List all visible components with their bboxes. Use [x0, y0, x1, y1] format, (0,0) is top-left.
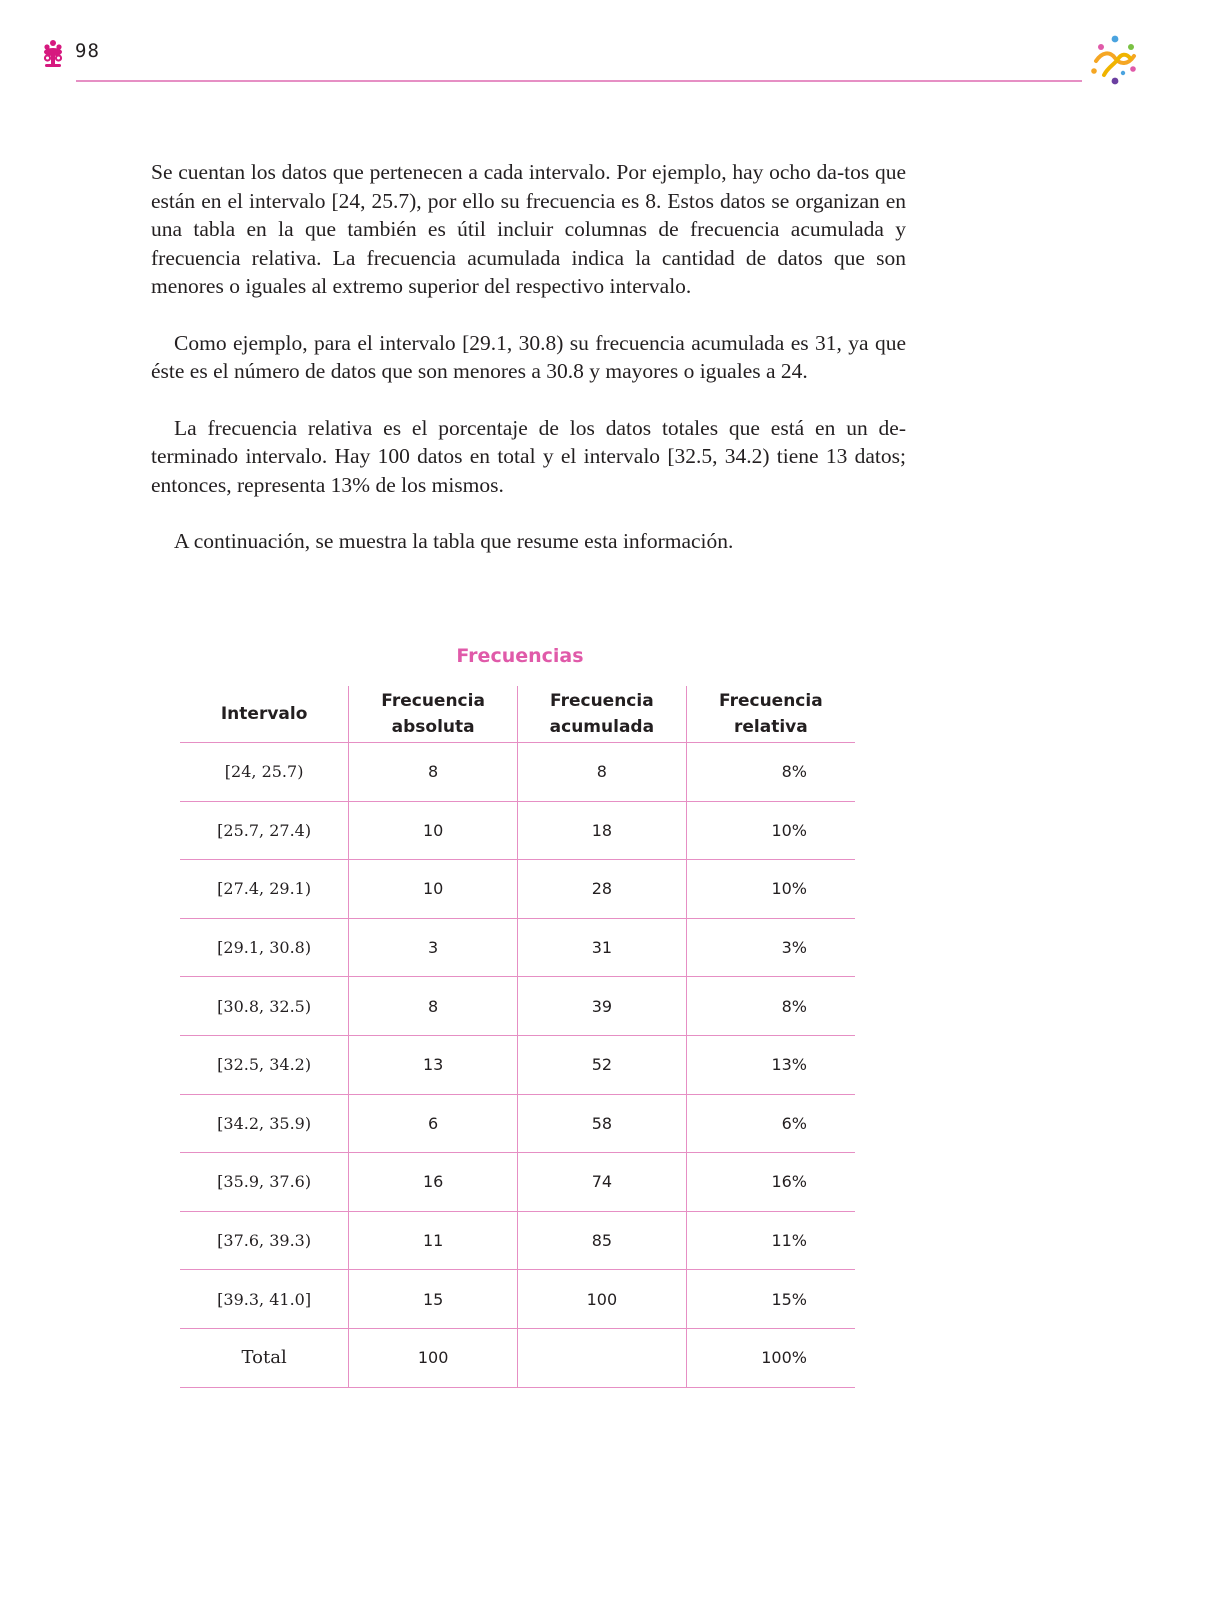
- cell-acumulada: 8: [518, 743, 687, 802]
- cell-acumulada: 31: [518, 918, 687, 977]
- cell-relativa: 8%: [686, 977, 855, 1036]
- paragraph: Se cuentan los datos que pertenecen a cada intervalo. Por ejemplo, hay ocho da-tos que están en el intervalo [24, 25.7), por ello su frecuencia es 8. Estos datos se organizan en una tabla en la que también es útil incluir columnas de frecuencia acumulada y frecuencia relativa. La frecuencia acumulada indica la cantidad de datos que son menores o iguales al extremo superior del respectivo intervalo.: [151, 160, 906, 298]
- cell-intervalo: [35.9, 37.6): [180, 1153, 349, 1212]
- header-frecuencia-absoluta: Frecuencia absoluta: [349, 686, 518, 743]
- cell-acumulada: 28: [518, 860, 687, 919]
- cell-intervalo: [37.6, 39.3): [180, 1211, 349, 1270]
- table-title: Frecuencias: [456, 645, 584, 667]
- cell-intervalo: [39.3, 41.0]: [180, 1270, 349, 1329]
- table-row: [180, 860, 855, 919]
- paragraph: Como ejemplo, para el intervalo [29.1, 30.8) su frecuencia acumulada es 31, ya que éste es el número de datos que son menores a 30.8 y mayores o iguales a 24.: [151, 330, 906, 383]
- cell-relativa: 11%: [686, 1211, 855, 1270]
- table-total-row: [180, 1328, 855, 1387]
- cell-absoluta: 16: [349, 1153, 518, 1212]
- page-number: 98: [75, 40, 100, 62]
- cell-absoluta: 8: [349, 743, 518, 802]
- cell-relativa: 10%: [686, 801, 855, 860]
- cell-absoluta: 15: [349, 1270, 518, 1329]
- page-header: [0, 0, 1214, 100]
- table-row: [180, 918, 855, 977]
- header-intervalo: Intervalo: [180, 686, 349, 743]
- cell-intervalo: [32.5, 34.2): [180, 1035, 349, 1094]
- cell-absoluta: 10: [349, 801, 518, 860]
- cell-acumulada: 52: [518, 1035, 687, 1094]
- cell-relativa: 8%: [686, 743, 855, 802]
- cell-total-relativa: 100%: [686, 1328, 855, 1387]
- header-rule: [76, 80, 1082, 82]
- dotted-figure-logo-icon: [1088, 34, 1140, 86]
- cell-relativa: 6%: [686, 1094, 855, 1153]
- cell-absoluta: 13: [349, 1035, 518, 1094]
- header-frecuencia-relativa: Frecuencia relativa: [686, 686, 855, 743]
- cell-acumulada: 74: [518, 1153, 687, 1212]
- cell-absoluta: 8: [349, 977, 518, 1036]
- cell-acumulada: 85: [518, 1211, 687, 1270]
- cell-total-label: Total: [180, 1328, 349, 1387]
- body-text: [151, 158, 906, 584]
- cell-acumulada: 18: [518, 801, 687, 860]
- cell-acumulada: 58: [518, 1094, 687, 1153]
- cell-intervalo: [27.4, 29.1): [180, 860, 349, 919]
- table-row: [180, 1211, 855, 1270]
- table-row: [180, 1094, 855, 1153]
- table-row: [180, 1153, 855, 1212]
- cell-relativa: 10%: [686, 860, 855, 919]
- cell-absoluta: 6: [349, 1094, 518, 1153]
- cell-relativa: 13%: [686, 1035, 855, 1094]
- cell-absoluta: 11: [349, 1211, 518, 1270]
- table-row: [180, 1035, 855, 1094]
- cell-intervalo: [24, 25.7): [180, 743, 349, 802]
- cell-absoluta: 3: [349, 918, 518, 977]
- frequency-table: [180, 686, 855, 1388]
- table-row: [180, 743, 855, 802]
- header-frecuencia-acumulada: Frecuencia acumulada: [518, 686, 687, 743]
- paragraph: La frecuencia relativa es el porcentaje de los datos totales que está en un de-terminado intervalo. Hay 100 datos en total y el intervalo [32.5, 34.2) tiene 13 datos; entonces, representa 13% de los mismos.: [151, 415, 906, 497]
- paragraph: A continuación, se muestra la tabla que resume esta información.: [174, 529, 734, 553]
- cell-relativa: 16%: [686, 1153, 855, 1212]
- cell-intervalo: [34.2, 35.9): [180, 1094, 349, 1153]
- cell-relativa: 15%: [686, 1270, 855, 1329]
- cell-intervalo: [25.7, 27.4): [180, 801, 349, 860]
- table-header-row: [180, 686, 855, 743]
- cell-total-absoluta: 100: [349, 1328, 518, 1387]
- table-row: [180, 1270, 855, 1329]
- cell-intervalo: [29.1, 30.8): [180, 918, 349, 977]
- cell-acumulada: 39: [518, 977, 687, 1036]
- cell-total-acumulada: [518, 1328, 687, 1387]
- cell-absoluta: 10: [349, 860, 518, 919]
- cell-acumulada: 100: [518, 1270, 687, 1329]
- cell-intervalo: [30.8, 32.5): [180, 977, 349, 1036]
- table-row: [180, 977, 855, 1036]
- table-row: [180, 801, 855, 860]
- cell-relativa: 3%: [686, 918, 855, 977]
- flower-emblem-icon: [40, 38, 66, 68]
